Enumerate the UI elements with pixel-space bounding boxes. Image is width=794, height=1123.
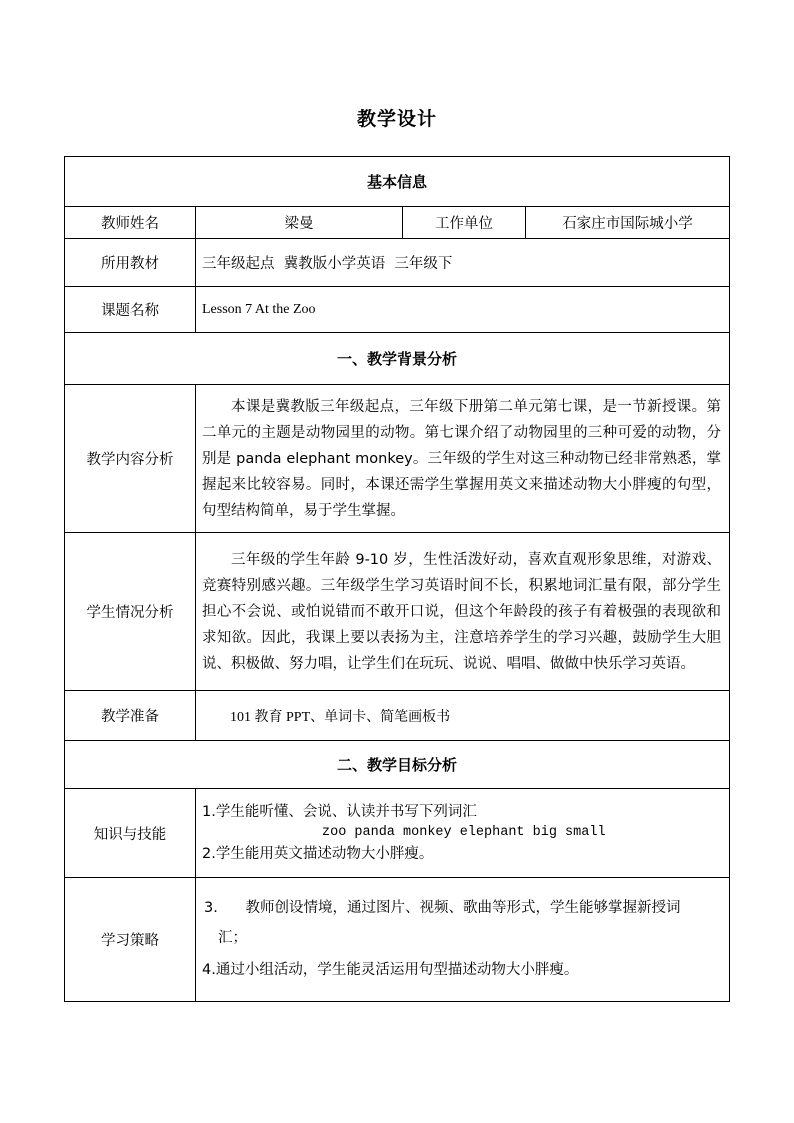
student-analysis-label: 学生情况分析 [65,533,196,691]
page-title: 教学设计 [356,108,437,130]
knowledge-label: 知识与技能 [65,789,196,878]
topic-label: 课题名称 [65,287,196,333]
strategy-row [65,878,730,1002]
content-analysis-label: 教学内容分析 [65,385,196,533]
topic-value: Lesson 7 At the Zoo [196,287,730,333]
teacher-name-value: 梁曼 [196,207,403,239]
student-analysis-row [65,533,730,691]
strategy-line-1: 3. 教师创设情境，通过图片、视频、歌曲等形式，学生能够掌握新授词 [204,899,681,916]
student-analysis-text: 三年级的学生年龄 9-10 岁，生性活泼好动，喜欢直观形象思维，对游戏、竞赛特别感兴趣。三年级学生学习英语时间不长，积累地词汇量有限，部分学生担心不会说、或怕说错而不敢开口说，但这个年龄段的孩子有着极强的表现欲和求知欲。因此，我课上要以表扬为主，注意培养学生的学习兴趣，鼓励学生大胆说、积极做、努力唱，让学生们在玩玩、说说、唱唱、做做中快乐学习英语。 [196,533,730,691]
textbook-row [65,239,730,287]
basic-info-header: 基本信息 [65,157,730,207]
work-unit-value: 石家庄市国际城小学 [526,207,730,239]
teacher-name-label: 教师姓名 [65,207,196,239]
goals-header: 二、教学目标分析 [65,741,730,789]
basic-info-header-row [65,157,730,207]
background-header-row [65,333,730,385]
strategy-line-1-continued: 汇； [218,929,247,946]
strategy-label: 学习策略 [65,878,196,1002]
preparation-row [65,691,730,741]
content-analysis-row [65,385,730,533]
knowledge-vocabulary: zoo panda monkey elephant big small [322,825,606,840]
lesson-plan-table [64,156,730,1002]
goals-header-row [65,741,730,789]
content-analysis-text: 本课是冀教版三年级起点，三年级下册第二单元第七课，是一节新授课。第二单元的主题是动物园里的动物。第七课介绍了动物园里的三种可爱的动物，分别是 panda elephant monkey。三年级的学生对这三种动物已经非常熟悉，掌握起来比较容易。同时，本课还需学生掌握用英文来描述动物大小胖瘦的句型，句型结构简单，易于学生掌握。 [196,385,730,533]
knowledge-cell [196,789,730,878]
knowledge-line-2: 2.学生能用英文描述动物大小胖瘦。 [202,846,434,862]
preparation-text: 101 教育 PPT、单词卡、简笔画板书 [196,691,730,741]
topic-row [65,287,730,333]
knowledge-row [65,789,730,878]
textbook-label: 所用教材 [65,239,196,287]
background-header: 一、教学背景分析 [65,333,730,385]
preparation-label: 教学准备 [65,691,196,741]
textbook-value: 三年级起点 冀教版小学英语 三年级下 [196,239,730,287]
knowledge-line-1: 1.学生能听懂、会说、认读并书写下列词汇 [202,804,477,820]
strategy-line-2: 4.通过小组活动，学生能灵活运用句型描述动物大小胖瘦。 [202,961,579,978]
strategy-cell [196,878,730,1002]
work-unit-label: 工作单位 [403,207,526,239]
teacher-row [65,207,730,239]
